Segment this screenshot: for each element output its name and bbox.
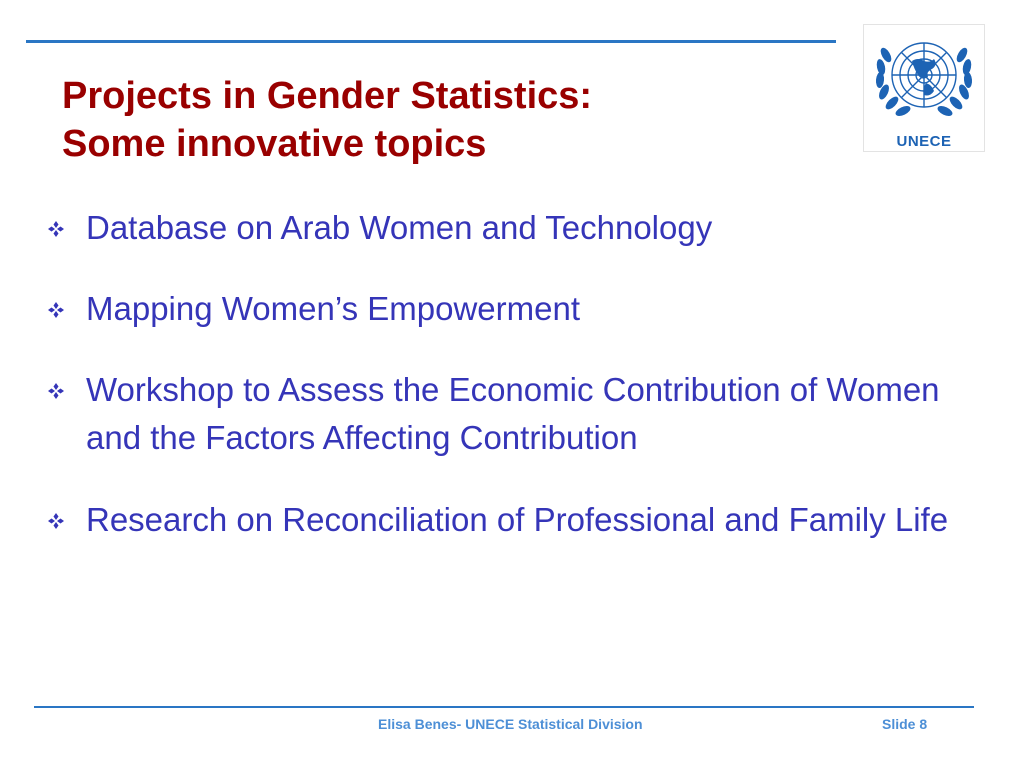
un-emblem-icon — [864, 25, 984, 129]
bullet-item — [48, 366, 978, 462]
bullet-text: Research on Reconciliation of Professional and Family Life — [86, 501, 949, 538]
title-line-1: Projects in Gender Statistics: — [62, 75, 593, 117]
slide-number: Slide 8 — [882, 716, 928, 732]
footer-author: Elisa Benes- UNECE Statistical Division — [378, 716, 643, 732]
bottom-rule — [34, 706, 974, 708]
four-diamond-bullet-icon — [48, 302, 64, 318]
four-diamond-bullet-icon — [48, 221, 64, 237]
top-rule — [26, 40, 836, 43]
logo-text: UNECE — [896, 133, 952, 150]
bullet-text: Mapping Women’s Empowerment — [86, 290, 581, 327]
slide-title — [62, 72, 592, 168]
bullet-item — [48, 285, 978, 333]
bullet-list — [48, 204, 978, 548]
bullet-item — [48, 492, 978, 548]
unece-logo — [863, 24, 985, 152]
bullet-text: Workshop to Assess the Economic Contribution of Women and the Factors Affecting Contribution — [86, 371, 940, 456]
four-diamond-bullet-icon — [48, 383, 64, 399]
four-diamond-bullet-icon — [48, 513, 64, 529]
bullet-item — [48, 204, 978, 252]
title-line-2: Some innovative topics — [62, 123, 487, 165]
bullet-text: Database on Arab Women and Technology — [86, 209, 713, 246]
